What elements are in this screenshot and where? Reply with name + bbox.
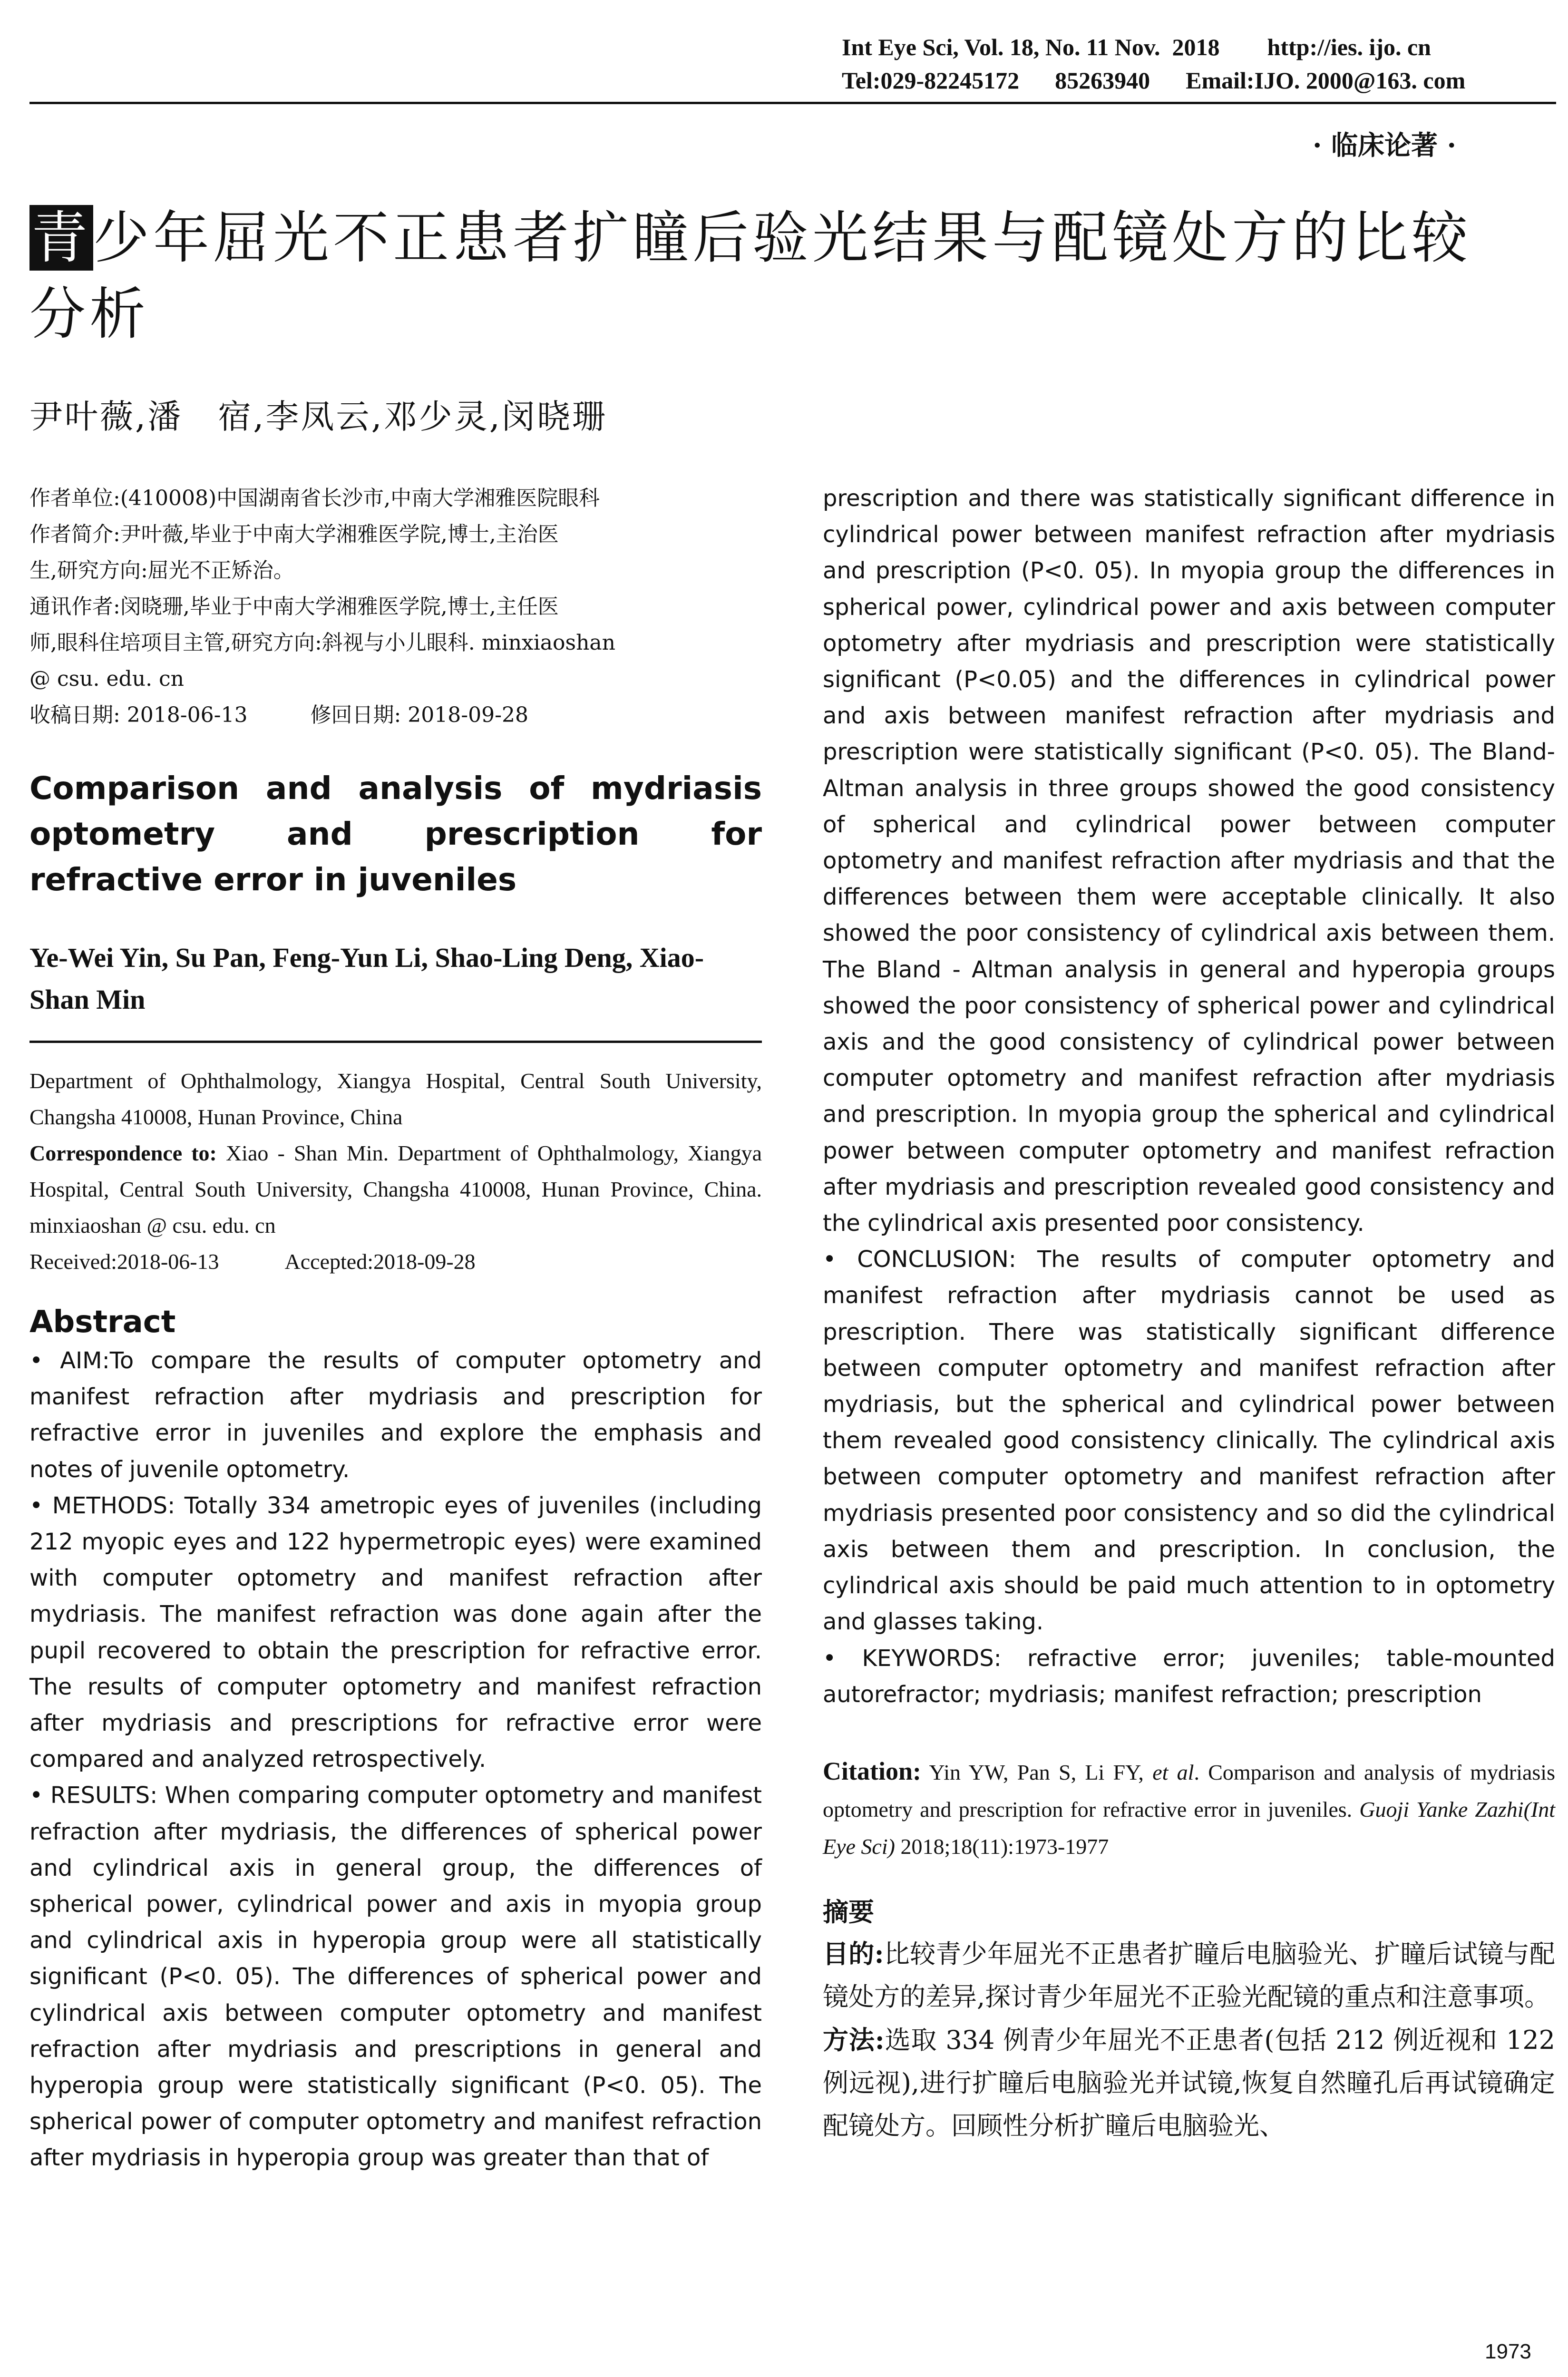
english-title: Comparison and analysis of mydriasis optometry and prescription for refractive error in juveniles [29, 770, 762, 898]
correspondence [29, 1135, 762, 1244]
section-tag: · 临床论著 · [1313, 130, 1456, 161]
left-column [29, 480, 762, 2176]
abstract-results-right: prescription and there was statistically significant difference in cylindrical power between manifest refraction after mydriasis and prescription (P<0. 05). In myopia group the differences in spherical power, cylindrical power and axis between computer optometry after mydriasis and prescription were statistically significant (P<0.05) and the differences in cylindrical power and axis between manifest refraction after mydriasis and prescription were statistically significant (P<0. 05). The Bland-Altman analysis in three groups showed the good consistency of spherical and cylindrical power between computer optometry and manifest refraction after mydriasis and that the differences between them were acceptable clinically. It also showed the poor consistency of cylindrical axis between them. The Bland - Altman analysis in general and hyperopia groups showed the poor consistency of spherical power and cylindrical axis and the good consistency of cylindrical power between computer optometry and manifest refraction after mydriasis and prescription. In myopia group the spherical and cylindrical power between computer optometry and manifest refraction after mydriasis and prescription revealed good consistency and the cylindrical axis presented poor consistency. [823, 485, 1555, 1237]
info-line: 师,眼科住培项目主管,研究方向:斜视与小儿眼科. minxiaoshan [29, 631, 615, 655]
title-line1: 少年屈光不正患者扩瞳后验光结果与配镜处方的比较 [93, 205, 1472, 271]
authors-cn: 尹叶薇,潘 宿,李凤云,邓少灵,闵晓珊 [29, 397, 608, 436]
right-column [823, 480, 1555, 2147]
citation-text-a: Yin YW, Pan S, Li FY, [921, 1760, 1153, 1784]
cn-abstract-body [823, 1932, 1555, 2147]
english-authors: Ye-Wei Yin, Su Pan, Feng-Yun Li, Shao-Ling Deng, Xiao-Shan Min [29, 942, 704, 1015]
citation-journal: Guoji Yanke Zazhi(Int Eye Sci) [823, 1797, 1555, 1859]
authors-rule [29, 1041, 762, 1043]
abstract-aim: • AIM:To compare the results of computer optometry and manifest refraction after mydriasis and prescription for refractive error in juveniles and explore the emphasis and notes of juvenile optometry. [29, 1347, 762, 1483]
cn-abstract-aim [823, 1932, 1555, 2018]
citation-label: Citation: [823, 1756, 921, 1785]
citation-block [823, 1753, 1555, 1865]
citation-text-c: 2018;18(11):1973-1977 [895, 1834, 1109, 1859]
correspondence-text: Xiao - Shan Min. Department of Ophthalmology, Xiangya Hospital, Central South University, Changsha 410008, Hunan Province, China. minxiaoshan @ csu. edu. cn [29, 1141, 762, 1237]
received-accepted: Received:2018-06-13 Accepted:2018-09-28 [29, 1249, 476, 1274]
department: Department of Ophthalmology, Xiangya Hospital, Central South University, Changsha 410008, Hunan Province, China [29, 1069, 762, 1129]
info-line: 通讯作者:闵晓珊,毕业于中南大学湘雅医学院,博士,主任医 [29, 594, 559, 619]
correspondence-label: Correspondence to: [29, 1141, 217, 1165]
abstract-conclusion: • CONCLUSION: The results of computer optometry and manifest refraction after mydriasis cannot be used as prescription. There was statistically significant difference between computer optometry and manifest refraction after mydriasis, but the spherical and cylindrical power between them revealed good consistency clinically. The cylindrical axis between computer optometry and manifest refraction after mydriasis presented poor consistency and so did the cylindrical axis between them and prescription. In conclusion, the cylindrical axis should be paid much attention to in optometry and glasses taking. [823, 1246, 1555, 1636]
abstract-results-left: • RESULTS: When comparing computer optometry and manifest refraction after mydriasis, the differences of spherical power and cylindrical axis in general group, the differences of spherical power, cylindrical power and axis in myopia group and cylindrical axis in hyperopia group were all statistically significant (P<0. 05). The differences of spherical power and cylindrical axis between computer optometry and manifest refraction after mydriasis and prescriptions in general and hyperopia group were statistically significant (P<0. 05). The spherical power of computer optometry and manifest refraction after mydriasis in hyperopia group was greater than that of [29, 1782, 762, 2172]
author-info-cn [29, 480, 762, 733]
abstract-keywords: • KEYWORDS: refractive error; juveniles; table-mounted autorefractor; mydriasis; manifest refraction; prescription [823, 1645, 1555, 1708]
cn-methods-label: 方法: [823, 2024, 885, 2055]
journal-header-line: Int Eye Sci, Vol. 18, No. 11 Nov. 2018 http://ies. ijo. cn [842, 34, 1431, 60]
info-line: 作者单位:(410008)中国湖南省长沙市,中南大学湘雅医院眼科 [29, 486, 600, 510]
cn-aim-text: 比较青少年屈光不正患者扩瞳后电脑验光、扩瞳后试镜与配镜处方的差异,探讨青少年屈光不正验光配镜的重点和注意事项。 [823, 1939, 1555, 2012]
page-number: 1973 [1485, 2340, 1531, 2363]
title-line2: 分析 [29, 281, 150, 347]
info-line: 收稿日期: 2018-06-13 修回日期: 2018-09-28 [29, 703, 528, 727]
journal-contact-line: Tel:029-82245172 85263940 Email:IJO. 2000@163. com [842, 67, 1466, 94]
cn-abstract-methods [823, 2018, 1555, 2147]
abstract-right-body [823, 480, 1555, 1713]
citation-text-b: . Comparison and analysis of mydriasis optometry and prescription for refractive error in juveniles. [823, 1760, 1555, 1822]
header-rule [29, 102, 1556, 104]
info-line: 作者简介:尹叶薇,毕业于中南大学湘雅医学院,博士,主治医 [29, 522, 559, 546]
citation-etal: et al [1152, 1760, 1194, 1784]
info-line: @ csu. edu. cn [29, 667, 185, 691]
abstract-left-body [29, 1343, 762, 2176]
abstract-heading: Abstract [29, 1305, 176, 1340]
abstract-methods: • METHODS: Totally 334 ametropic eyes of juveniles (including 212 myopic eyes and 122 hypermetropic eyes) were examined with computer optometry and manifest refraction after mydriasis. The manifest refraction was done again after the pupil recovered to obtain the prescription for refractive error. The results of computer optometry and manifest refraction after mydriasis and prescriptions for refractive error were compared and analyzed retrospectively. [29, 1492, 762, 1773]
affiliation-block [29, 1063, 762, 1280]
cn-aim-label: 目的: [823, 1938, 884, 1969]
info-line: 生,研究方向:屈光不正矫治。 [29, 558, 294, 583]
cn-methods-text: 选取 334 例青少年屈光不正患者(包括 212 例近视和 122 例远视),进行扩瞳后电脑验光并试镜,恢复自然瞳孔后再试镜确定配镜处方。回顾性分析扩瞳后电脑验光、 [823, 2025, 1555, 2141]
cn-abstract-heading: 摘要 [823, 1896, 874, 1927]
article-title [29, 200, 1551, 352]
title-first-char: 青 [29, 205, 93, 271]
